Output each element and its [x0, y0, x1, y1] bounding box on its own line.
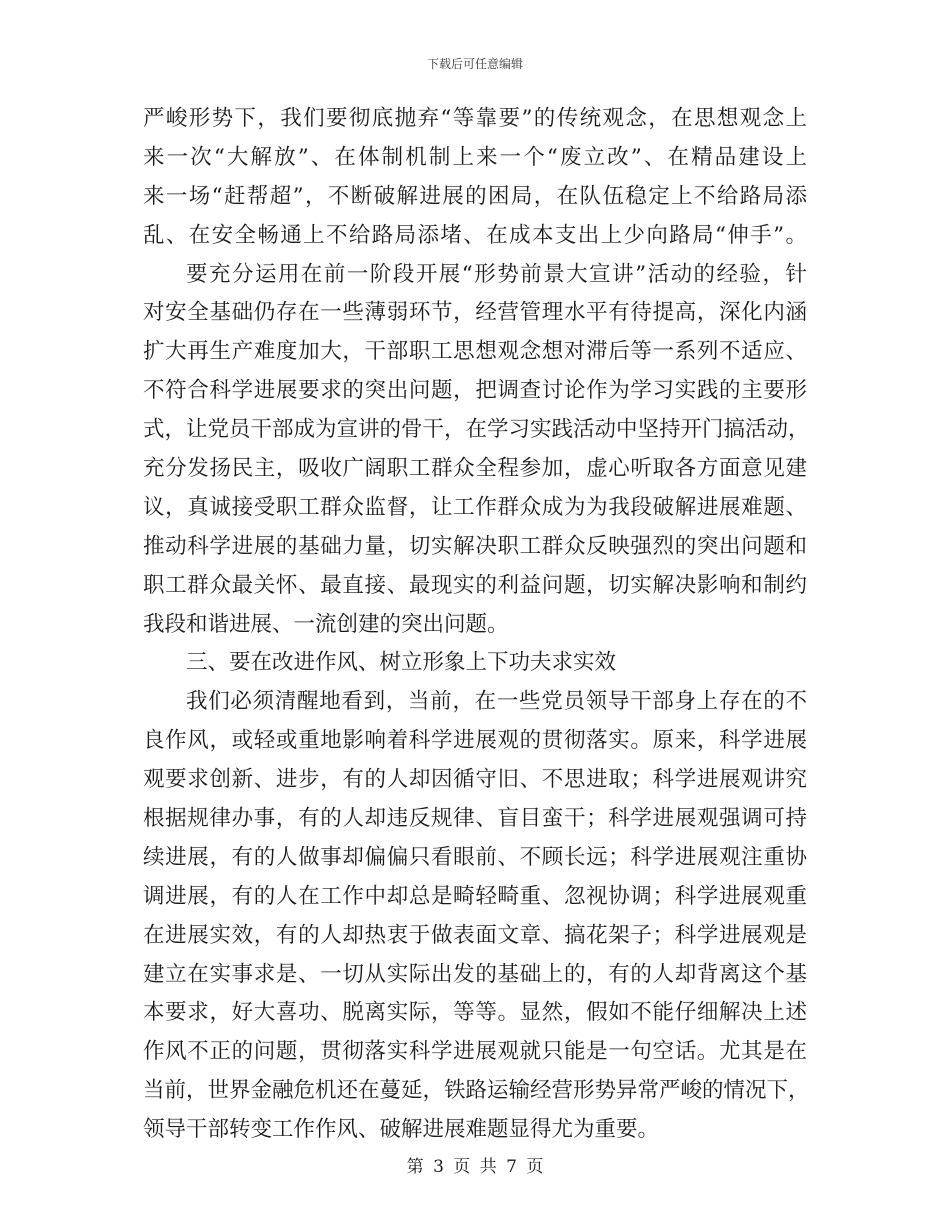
text-line: 观要求创新、进步，有的人却因循守旧、不思进取；科学进展观讲究 — [143, 767, 807, 793]
text-line: 当前，世界金融危机还在蔓延，铁路运输经营形势异常严峻的情况下， — [143, 1078, 810, 1104]
text-line: 来一次“大解放”、在体制机制上来一个“废立改”、在精品建设上 — [143, 144, 807, 170]
page-number-footer: 第 3 页 共 7 页 — [406, 1157, 544, 1177]
text-line: 不符合科学进展要求的突出问题，把调查讨论作为学习实践的主要形 — [143, 378, 807, 404]
text-line: 调进展，有的人在工作中却总是畸轻畸重、忽视协调；科学进展观重 — [143, 883, 807, 909]
text-line: 根据规律办事，有的人却违反规律、盲目蛮干；科学进展观强调可持 — [143, 806, 807, 832]
text-line: 建立在实事求是、一切从实际出发的基础上的，有的人却背离这个基 — [143, 961, 807, 987]
text-line: 续进展，有的人做事却偏偏只看眼前、不顾长远；科学进展观注重协 — [143, 844, 807, 870]
text-line: 推动科学进展的基础力量，切实解决职工群众反映强烈的突出问题和 — [143, 533, 807, 559]
text-line: 充分发扬民主，吸收广阔职工群众全程参加，虚心听取各方面意见建 — [143, 456, 807, 482]
text-line: 来一场“赶帮超”，不断破解进展的困局，在队伍稳定上不给路局添 — [143, 183, 807, 209]
paragraph-first-line: 我们必须清醒地看到，当前，在一些党员领导干部身上存在的不 — [186, 689, 807, 715]
text-line: 在进展实效，有的人却热衷于做表面文章、搞花架子；科学进展观是 — [143, 922, 807, 948]
text-line: 良作风，或轻或重地影响着科学进展观的贯彻落实。原来，科学进展 — [143, 728, 807, 754]
section-heading: 三、要在改进作风、树立形象上下功夫求实效 — [186, 650, 617, 676]
text-line: 领导干部转变工作作风、破解进展难题显得尤为重要。 — [143, 1117, 660, 1143]
text-line: 对安全基础仍存在一些薄弱环节，经营管理水平有待提高，深化内涵 — [143, 300, 807, 326]
text-line: 作风不正的问题，贯彻落实科学进展观就只能是一句空话。尤其是在 — [143, 1039, 807, 1065]
paragraph-first-line: 要充分运用在前一阶段开展“形势前景大宣讲”活动的经验，针 — [186, 261, 807, 287]
text-line: 职工群众最关怀、最直接、最现实的利益问题，切实解决影响和制约 — [143, 572, 807, 598]
text-line: 式，让党员干部成为宣讲的骨干，在学习实践活动中坚持开门搞活动， — [143, 417, 810, 443]
text-line: 扩大再生产难度加大，干部职工思想观念想对滞后等一系列不适应、 — [143, 339, 807, 365]
text-line: 乱、在安全畅通上不给路局添堵、在成本支出上少向路局“伸手”。 — [143, 222, 807, 248]
text-line: 我段和谐进展、一流创建的突出问题。 — [143, 611, 509, 637]
page-header: 下载后可任意编辑 — [426, 57, 523, 71]
document-body — [143, 100, 810, 1150]
text-line: 本要求，好大喜功、脱离实际，等等。显然，假如不能仔细解决上述 — [143, 1000, 807, 1026]
text-line: 议，真诚接受职工群众监督，让工作群众成为为我段破解进展难题、 — [143, 494, 807, 520]
text-line: 严峻形势下，我们要彻底抛弃“等靠要”的传统观念，在思想观念上 — [143, 106, 807, 131]
